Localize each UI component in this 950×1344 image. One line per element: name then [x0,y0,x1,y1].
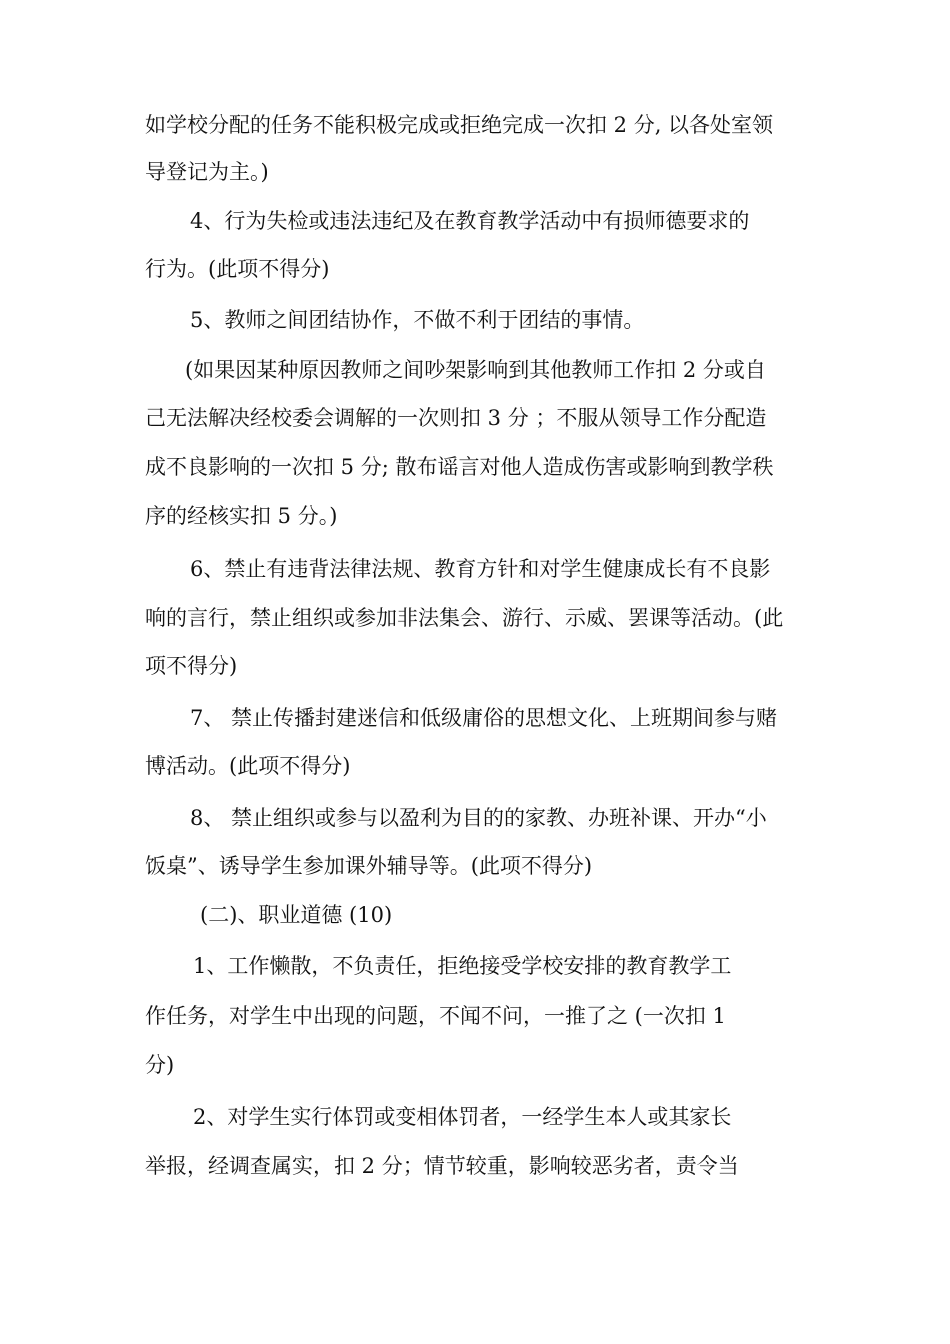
text-line: 成不良影响的一次扣 5 分; 散布谣言对他人造成伤害或影响到教学秩 [145,455,774,479]
clause-7: 7、 禁止传播封建迷信和低级庸俗的思想文化、上班期间参与赌 [190,706,778,730]
text-line: 如学校分配的任务不能积极完成或拒绝完成一次扣 2 分, 以各处室领 [145,113,774,137]
clause-4: 4、行为失检或违法违纪及在教育教学活动中有损师德要求的 [190,209,750,233]
text-line: 博活动。(此项不得分) [145,754,351,778]
clause-2: 2、对学生实行体罚或变相体罚者，一经学生本人或其家长 [193,1105,732,1129]
text-line: 饭桌”、诱导学生参加课外辅导等。(此项不得分) [145,854,593,878]
text-line: 举报，经调查属实，扣 2 分；情节较重，影响较恶劣者，责令当 [145,1154,739,1178]
clause-5: 5、教师之间团结协作，不做不利于团结的事情。 [190,308,645,332]
text-line: 行为。(此项不得分) [145,257,330,281]
text-line: 导登记为主。) [145,160,269,184]
text-line: (如果因某种原因教师之间吵架影响到其他教师工作扣 2 分或自 [185,358,766,382]
text-line: 项不得分) [145,654,238,678]
text-line: 己无法解决经校委会调解的一次则扣 3 分 ；不服从领导工作分配造 [145,406,767,430]
text-line: 响的言行，禁止组织或参加非法集会、游行、示威、罢课等活动。(此 [145,606,784,630]
text-line: 序的经核实扣 5 分。) [145,504,338,528]
clause-1: 1、工作懒散，不负责任，拒绝接受学校安排的教育教学工 [193,954,732,978]
text-line: 分) [145,1053,175,1077]
section-heading: (二)、职业道德 (10) [200,903,393,927]
clause-6: 6、禁止有违背法律法规、教育方针和对学生健康成长有不良影 [190,557,771,581]
text-line: 作任务，对学生中出现的问题，不闻不问，一推了之 (一次扣 1 [145,1004,726,1028]
clause-8: 8、 禁止组织或参与以盈利为目的的家教、办班补课、开办“小 [190,806,767,830]
